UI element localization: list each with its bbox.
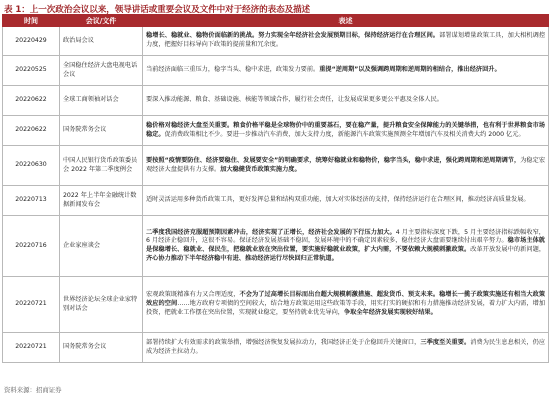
row-date: 20220525 — [3, 56, 60, 86]
row-meeting: 国务院常务会议 — [60, 333, 143, 363]
row-date: 20220429 — [3, 27, 60, 56]
table-header-row — [3, 15, 549, 27]
description-text: 部署谋划增量政策工具，加大相机调控力度，把握好目标导向下政策的提前量和冗余度。 — [146, 32, 546, 48]
row-description — [143, 216, 549, 277]
description-text: 要深入推动能源、粮食、基础设施、核能等领域合作，履行社会责任，让发展成果更多更公平惠及全体人民。 — [146, 96, 443, 104]
table-row — [3, 186, 549, 216]
description-text: 消费为民生息息相关，仍应成为经济主拉动力。 — [146, 338, 546, 355]
table-row — [3, 216, 549, 277]
highlighted-text: 争取全年经济发展实现较好结果。 — [344, 308, 437, 316]
table-row — [3, 146, 549, 186]
table-row — [3, 56, 549, 86]
row-meeting: 全国稳住经济大盘电视电话会议 — [60, 56, 143, 86]
highlighted-text: 稳市场主体就是保稳增长、稳就业、保民生，把稳就业放在突出位置，要实施好稳就业政策，扩大内需，不要依赖大规模刺激政策。 — [146, 237, 545, 253]
highlighted-text: 三季度至关重要。 — [420, 338, 471, 346]
row-meeting: 国务院常务会议 — [60, 116, 143, 146]
row-date: 20220622 — [3, 116, 60, 146]
header-description: 表述 — [143, 15, 549, 27]
highlighted-text: 齐心协力推动下半年经济稳中有进、推动经济运行尽快回归正常轨道。 — [146, 254, 338, 262]
description-text: 4 月主要指标深度下跌，5 月主要经济指标跌幅收窄，6 月经济企稳回升，这很不容易。保证经济发展基础不稳固，发展环境中的不确定因素较多，稳住经济大盘需要继续付出艰辛努力。 — [146, 228, 545, 245]
highlighted-text: 不会为了过高增长目标而出台超大规模刺激措施、超发货币、预支未来。 — [239, 291, 440, 299]
row-date: 20220630 — [3, 146, 60, 186]
table-row — [3, 27, 549, 56]
highlighted-text: 稳价格对稳经济大盘至关重要。粮食价格平稳是全球物价中的重要基石，要在稳产量，提升粮食安全保障能力的关键举措，也有利于世界粮食市场稳定。 — [146, 121, 545, 138]
highlighted-text: 二季度我国经济克服超预期因素冲击，经济实现了正增长，经济社会发展的下行压力加大。 — [146, 228, 396, 236]
description-text: 当前经济面临三重压力，稳字当头、稳中求进，政策发力要前。 — [146, 66, 320, 74]
row-date: 20220721 — [3, 333, 60, 363]
row-meeting: 政治局会议 — [60, 27, 143, 56]
row-meeting: 中国人民银行货币政策委员会 2022 年第二季度例会 — [60, 146, 143, 186]
row-description — [143, 277, 549, 333]
row-meeting: 企业家座谈会 — [60, 216, 143, 277]
table-title: 表 1：上一次政治会议以来，领导讲话或重要会议及文件中对于经济的表态及描述 — [4, 5, 311, 15]
description-text: 适时灵活运用多种货币政策工具，更好发挥总量和结构双重功能，加大对实体经济的支持，保持经济运行在合理区间，推动经济高质量发展。 — [146, 196, 530, 204]
row-description — [143, 186, 549, 216]
table-row — [3, 277, 549, 333]
row-description — [143, 116, 549, 146]
row-description — [143, 27, 549, 56]
row-description — [143, 86, 549, 116]
table-row — [3, 333, 549, 363]
header-date: 时间 — [3, 15, 60, 27]
description-text: 部署持续扩大有效需求的政策举措，增强经济恢复发展拉动力，我国经济正处于企稳回升关键窗口， — [146, 338, 421, 346]
policy-statements-table — [2, 14, 548, 363]
row-description — [143, 333, 549, 363]
row-date: 20220713 — [3, 186, 60, 216]
row-description — [143, 56, 549, 86]
description-text: 宏观政策既精准有力又合理适度， — [146, 291, 240, 299]
row-date: 20220716 — [3, 216, 60, 277]
highlighted-text: 稳增长一揽子政策实施还有相当大政策效应的空间 — [146, 291, 546, 308]
header-meeting: 会议/文件 — [60, 15, 143, 27]
row-date: 20220622 — [3, 86, 60, 116]
table-row — [3, 86, 549, 116]
description-text: 促消费政策相比不少。要进一步推动汽车消费，加大支持力度，新能源汽车政策实施预测全年增加汽车及相关消费大约 2000 亿元。 — [164, 130, 525, 138]
row-meeting: 全球工商领袖对话会 — [60, 86, 143, 116]
source-note: 资料来源：招商证券 — [4, 386, 62, 394]
description-text: 为稳定宏观经济大盘提供有力支撑。 — [146, 156, 546, 173]
description-text: ……地方政府专项债的空间较大，结合地方政策运用这些政策等手段，用实打实的硬招和有力措施推动经济发展，着力扩大内需，增加投资，把就业工作摆在突出位置，实现就业稳定，要坚持就业优先导向， — [146, 300, 546, 316]
highlighted-text: 重提“逆周期”以及强调跨周期和逆周期的相结合，推出经济回升。 — [319, 66, 501, 74]
row-meeting: 世界经济论坛全球企业家特别对话会 — [60, 277, 143, 333]
row-date: 20220721 — [3, 277, 60, 333]
highlighted-text: 要按照“疫情要防住、经济要稳住、发展要安全”的明确要求，统筹好稳就业和稳物价，稳字当头，稳中求进，强化跨周期和逆周期调节， — [146, 156, 521, 164]
description-text: 改革开放发展中的新问题， — [470, 246, 546, 253]
row-description — [143, 146, 549, 186]
table-row — [3, 116, 549, 146]
row-meeting: 2022 年上半年金融统计数据新闻发布会 — [60, 186, 143, 216]
highlighted-text: 稳增长、稳就业、稳物价面临新的挑战。努力实现全年经济社会发展预期目标，保持经济运行在合理区间。 — [146, 32, 440, 40]
highlighted-text: 加大稳健货币政策实施力度。 — [220, 165, 301, 173]
